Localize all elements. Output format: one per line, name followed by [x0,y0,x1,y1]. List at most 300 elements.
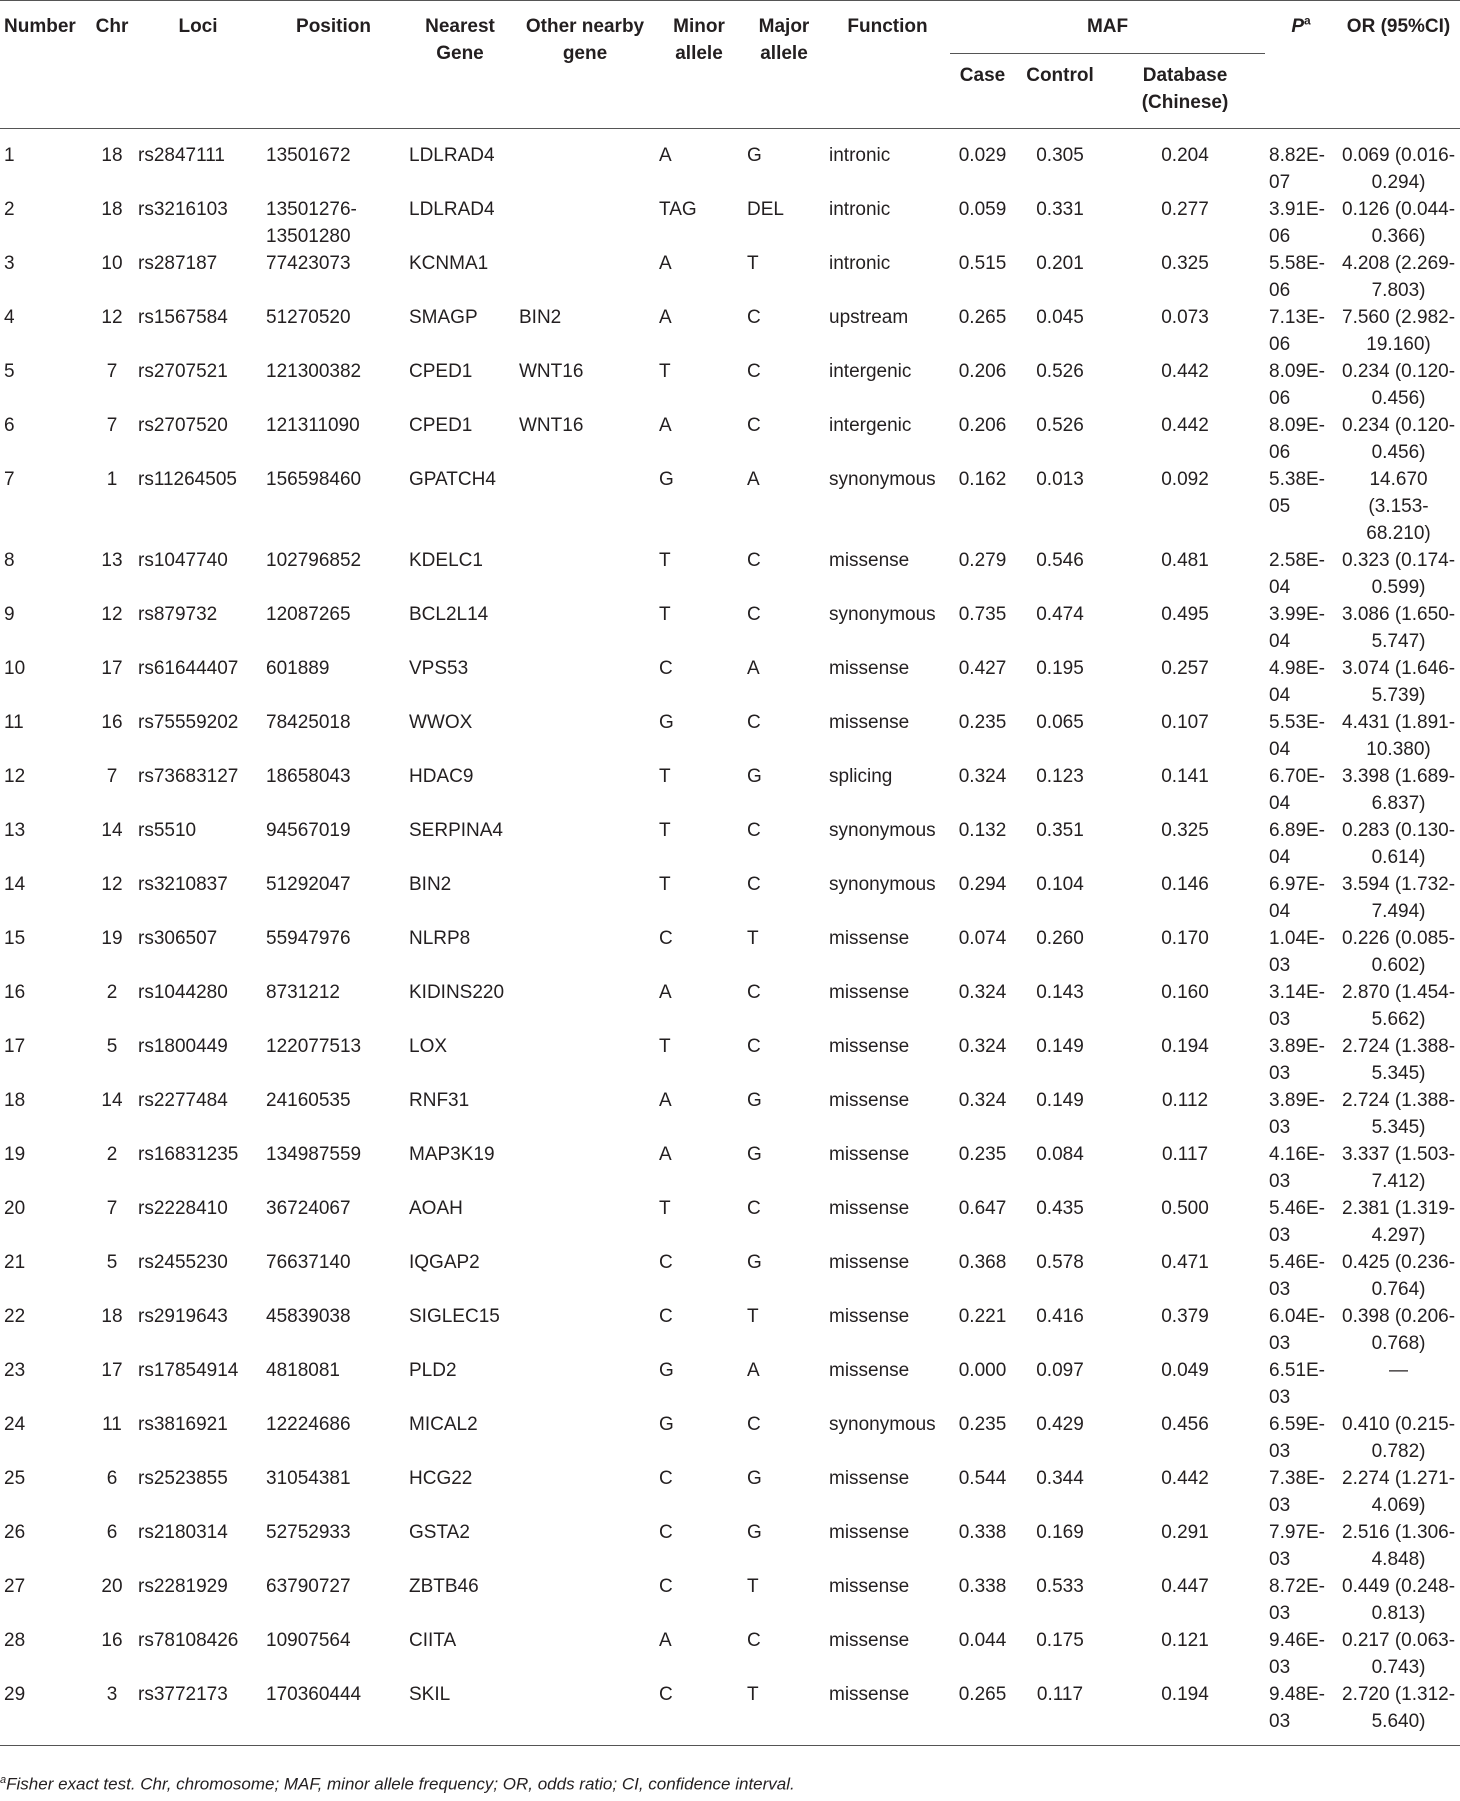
row-case: 0.515 [958,253,1007,274]
row-major-allele: G [747,145,762,166]
row-case: 0.324 [958,766,1007,787]
row-p: 5.46E-03 [1269,1198,1326,1246]
row-case: 0.029 [958,145,1007,166]
row-control: 0.435 [1036,1198,1084,1219]
row-nearest-gene: NLRP8 [409,928,471,949]
row-case: 0.265 [958,307,1007,328]
row-nearest-gene: KCNMA1 [409,253,489,274]
row-loci: rs2523855 [138,1468,228,1489]
row-function: missense [829,1198,910,1219]
row-other-gene [515,129,655,197]
row-control: 0.104 [1036,874,1084,895]
row-position: 55947976 [266,928,351,949]
row-position: 13501276-13501280 [266,199,357,247]
row-position: 24160535 [266,1090,351,1111]
row-function: missense [829,1144,910,1165]
row-position: 8731212 [266,982,340,1003]
row-minor-allele: C [659,1684,673,1705]
row-database: 0.170 [1161,928,1209,949]
row-p: 9.46E-03 [1269,1630,1326,1678]
row-nearest-gene: IQGAP2 [409,1252,480,1273]
row-or: 2.381 (1.319-4.297) [1342,1198,1456,1246]
row-control: 0.149 [1036,1036,1084,1057]
row-or: 7.560 (2.982-19.160) [1342,307,1456,355]
row-nearest-gene: BCL2L14 [409,604,489,625]
row-case: 0.294 [958,874,1007,895]
row-loci: rs1567584 [138,307,228,328]
row-nearest-gene: RNF31 [409,1090,470,1111]
row-database: 0.204 [1161,145,1209,166]
table-row [0,1411,1460,1465]
row-other-gene: WNT16 [519,415,584,436]
row-other-gene [515,817,655,871]
row-position: 156598460 [266,469,362,490]
row-position: 94567019 [266,820,351,841]
row-control: 0.175 [1036,1630,1084,1651]
row-position: 31054381 [266,1468,351,1489]
row-p: 3.14E-03 [1269,982,1326,1030]
row-function: missense [829,1468,910,1489]
header-position: Position [296,16,371,37]
row-position: 51270520 [266,307,351,328]
row-chr: 12 [101,307,123,328]
row-function: missense [829,1684,910,1705]
row-chr: 16 [101,1630,123,1651]
row-control: 0.149 [1036,1090,1084,1111]
header-case: Case [959,65,1006,86]
row-p: 6.89E-04 [1269,820,1326,868]
header-function: Function [847,16,928,37]
row-p: 6.51E-03 [1269,1360,1326,1408]
header-other-gene: Other nearby gene [525,16,645,64]
row-control: 0.474 [1036,604,1084,625]
row-other-gene [515,1141,655,1195]
row-p: 8.09E-06 [1269,415,1326,463]
row-minor-allele: TAG [659,199,697,220]
row-control: 0.344 [1036,1468,1084,1489]
row-other-gene [515,1087,655,1141]
row-number: 11 [4,712,24,733]
header-p [1265,1,1337,129]
row-loci: rs287187 [138,253,218,274]
row-other-gene [515,979,655,1033]
row-other-gene [515,1681,655,1746]
row-loci: rs1044280 [138,982,228,1003]
row-minor-allele: G [659,1360,674,1381]
row-major-allele: G [747,1468,762,1489]
row-function: missense [829,1360,910,1381]
row-or: 2.724 (1.388-5.345) [1342,1090,1456,1138]
row-control: 0.260 [1036,928,1084,949]
row-function: splicing [829,766,893,787]
row-minor-allele: C [659,1306,673,1327]
row-p: 2.58E-04 [1269,550,1326,598]
row-database: 0.291 [1161,1522,1209,1543]
row-loci: rs61644407 [138,658,239,679]
row-p: 5.58E-06 [1269,253,1326,301]
row-number: 1 [4,145,15,166]
row-position: 13501672 [266,145,351,166]
row-case: 0.324 [958,1036,1007,1057]
row-loci: rs3216103 [138,199,228,220]
row-control: 0.201 [1036,253,1084,274]
row-number: 7 [4,469,15,490]
row-nearest-gene: SIGLEC15 [409,1306,500,1327]
row-function: missense [829,1576,910,1597]
row-p: 6.04E-03 [1269,1306,1326,1354]
row-minor-allele: G [659,469,674,490]
row-minor-allele: T [659,361,671,382]
row-function: missense [829,928,910,949]
row-case: 0.265 [958,1684,1007,1705]
table-row [0,709,1460,763]
row-case: 0.324 [958,1090,1007,1111]
row-p: 3.89E-03 [1269,1036,1326,1084]
row-p: 8.72E-03 [1269,1576,1326,1624]
row-number: 21 [4,1252,26,1273]
row-or: 14.670 (3.153-68.210) [1366,469,1431,544]
row-number: 27 [4,1576,26,1597]
row-nearest-gene: KIDINS220 [409,982,505,1003]
row-loci: rs11264505 [138,469,237,490]
row-other-gene [515,1411,655,1465]
row-loci: rs16831235 [138,1144,239,1165]
row-database: 0.447 [1161,1576,1209,1597]
row-position: 102796852 [266,550,362,571]
row-case: 0.338 [958,1576,1007,1597]
table-row [0,1087,1460,1141]
row-minor-allele: A [659,145,672,166]
row-database: 0.442 [1161,361,1209,382]
row-chr: 17 [101,658,123,679]
row-control: 0.416 [1036,1306,1084,1327]
row-other-gene [515,1573,655,1627]
row-chr: 7 [106,1198,118,1219]
row-loci: rs306507 [138,928,218,949]
row-database: 0.049 [1161,1360,1209,1381]
row-function: intronic [829,253,891,274]
row-loci: rs3772173 [138,1684,228,1705]
row-number: 22 [4,1306,26,1327]
row-case: 0.338 [958,1522,1007,1543]
row-function: synonymous [829,820,936,841]
footnote [0,1774,795,1795]
row-or: 2.870 (1.454-5.662) [1342,982,1456,1030]
row-loci: rs2281929 [138,1576,228,1597]
row-database: 0.141 [1161,766,1209,787]
row-function: intronic [829,199,891,220]
row-nearest-gene: KDELC1 [409,550,483,571]
row-control: 0.065 [1036,712,1084,733]
row-minor-allele: C [659,1576,673,1597]
row-database: 0.117 [1161,1144,1209,1165]
row-other-gene [515,250,655,304]
row-chr: 13 [101,550,123,571]
row-p: 3.89E-03 [1269,1090,1326,1138]
row-major-allele: T [747,1306,759,1327]
row-or: — [1389,1360,1409,1381]
row-major-allele: T [747,1576,759,1597]
row-database: 0.481 [1161,550,1209,571]
row-database: 0.379 [1161,1306,1209,1327]
row-major-allele: C [747,1036,761,1057]
row-or: 0.126 (0.044-0.366) [1342,199,1456,247]
row-case: 0.132 [958,820,1007,841]
row-case: 0.221 [958,1306,1007,1327]
row-number: 9 [4,604,15,625]
row-nearest-gene: SERPINA4 [409,820,503,841]
row-control: 0.143 [1036,982,1084,1003]
table-row [0,547,1460,601]
row-loci: rs2277484 [138,1090,228,1111]
row-number: 10 [4,658,26,679]
row-major-allele: G [747,1522,762,1543]
row-loci: rs2847111 [138,145,225,166]
row-nearest-gene: CPED1 [409,415,473,436]
row-control: 0.533 [1036,1576,1084,1597]
row-database: 0.194 [1161,1036,1209,1057]
row-other-gene [515,1249,655,1303]
row-or: 0.425 (0.236-0.764) [1342,1252,1456,1300]
row-other-gene [515,196,655,250]
row-position: 12224686 [266,1414,351,1435]
row-major-allele: C [747,361,761,382]
row-loci: rs2180314 [138,1522,228,1543]
table-row [0,1195,1460,1249]
row-database: 0.092 [1161,469,1209,490]
row-case: 0.544 [958,1468,1007,1489]
row-major-allele: A [747,658,760,679]
row-database: 0.495 [1161,604,1209,625]
footnote-text: Fisher exact test. Chr, chromosome; MAF, minor allele frequency; OR, odds ratio; CI, confidence interval. [6,1774,795,1794]
row-loci: rs1800449 [138,1036,228,1057]
row-minor-allele: C [659,1252,673,1273]
header-or: OR (95%CI) [1346,16,1451,37]
row-or: 2.720 (1.312-5.640) [1342,1684,1456,1732]
row-loci: rs3816921 [138,1414,228,1435]
row-or: 0.398 (0.206-0.768) [1342,1306,1456,1354]
row-p: 4.16E-03 [1269,1144,1326,1192]
row-major-allele: C [747,307,761,328]
header-control: Control [1026,65,1094,86]
row-control: 0.305 [1036,145,1084,166]
row-database: 0.146 [1161,874,1209,895]
row-position: 51292047 [266,874,351,895]
row-major-allele: A [747,469,760,490]
row-other-gene [515,871,655,925]
row-or: 3.086 (1.650-5.747) [1342,604,1456,652]
row-p: 1.04E-03 [1269,928,1326,976]
row-minor-allele: A [659,1090,672,1111]
row-minor-allele: T [659,550,671,571]
row-function: missense [829,658,910,679]
row-p: 8.82E-07 [1269,145,1326,193]
row-number: 6 [4,415,15,436]
row-or: 0.217 (0.063-0.743) [1342,1630,1456,1678]
row-case: 0.000 [958,1360,1007,1381]
row-control: 0.546 [1036,550,1084,571]
row-number: 25 [4,1468,26,1489]
row-or: 0.069 (0.016-0.294) [1342,145,1456,193]
row-number: 4 [4,307,15,328]
row-case: 0.235 [958,712,1007,733]
row-major-allele: C [747,1414,761,1435]
row-chr: 5 [106,1036,118,1057]
row-number: 17 [4,1036,26,1057]
row-or: 2.274 (1.271-4.069) [1342,1468,1456,1516]
table-row [0,196,1460,250]
row-chr: 18 [101,145,123,166]
row-or: 0.410 (0.215-0.782) [1342,1414,1456,1462]
row-number: 3 [4,253,15,274]
row-nearest-gene: WWOX [409,712,473,733]
row-p: 7.13E-06 [1269,307,1326,355]
row-position: 4818081 [266,1360,340,1381]
row-database: 0.500 [1161,1198,1209,1219]
row-other-gene [515,925,655,979]
row-position: 121311090 [266,415,360,436]
row-other-gene [515,466,655,547]
row-database: 0.121 [1161,1630,1209,1651]
row-loci: rs2228410 [138,1198,228,1219]
row-or: 3.594 (1.732-7.494) [1342,874,1456,922]
row-major-allele: T [747,928,759,949]
row-database: 0.107 [1161,712,1209,733]
row-chr: 2 [106,982,118,1003]
row-position: 601889 [266,658,330,679]
header-p-sup: a [1304,13,1311,28]
row-or: 0.226 (0.085-0.602) [1342,928,1456,976]
row-loci: rs879732 [138,604,218,625]
row-nearest-gene: HDAC9 [409,766,474,787]
row-nearest-gene: MICAL2 [409,1414,478,1435]
row-major-allele: DEL [747,199,784,220]
row-function: intronic [829,145,891,166]
row-chr: 2 [106,1144,118,1165]
row-number: 5 [4,361,15,382]
row-control: 0.013 [1036,469,1084,490]
row-number: 8 [4,550,15,571]
table-row [0,1627,1460,1681]
footnote-sup: a [0,1774,7,1786]
row-major-allele: G [747,1090,762,1111]
header-loci: Loci [178,16,218,37]
row-nearest-gene: LOX [409,1036,448,1057]
row-chr: 6 [106,1468,118,1489]
row-minor-allele: C [659,1468,673,1489]
row-or: 3.337 (1.503-7.412) [1342,1144,1456,1192]
row-major-allele: T [747,253,759,274]
row-other-gene [515,709,655,763]
table-row [0,817,1460,871]
row-loci: rs1047740 [138,550,228,571]
row-minor-allele: G [659,1414,674,1435]
row-case: 0.206 [958,361,1007,382]
row-nearest-gene: LDLRAD4 [409,145,495,166]
row-loci: rs3210837 [138,874,228,895]
row-function: missense [829,1090,910,1111]
table-row [0,304,1460,358]
row-function: missense [829,982,910,1003]
row-number: 15 [4,928,26,949]
row-loci: rs17854914 [138,1360,239,1381]
row-case: 0.324 [958,982,1007,1003]
row-position: 12087265 [266,604,351,625]
row-chr: 3 [106,1684,118,1705]
row-function: missense [829,1630,910,1651]
row-function: missense [829,712,910,733]
row-or: 3.398 (1.689-6.837) [1342,766,1456,814]
row-minor-allele: G [659,712,674,733]
row-nearest-gene: MAP3K19 [409,1144,495,1165]
header-maf: MAF [950,1,1265,54]
row-or: 0.283 (0.130-0.614) [1342,820,1456,868]
row-case: 0.235 [958,1144,1007,1165]
row-chr: 6 [106,1522,118,1543]
row-minor-allele: T [659,604,671,625]
row-control: 0.578 [1036,1252,1084,1273]
row-database: 0.112 [1161,1090,1209,1111]
header-number: Number [4,16,76,37]
row-function: synonymous [829,604,936,625]
row-or: 0.449 (0.248-0.813) [1342,1576,1456,1624]
table-row [0,358,1460,412]
row-nearest-gene: CIITA [409,1630,457,1651]
row-nearest-gene: SKIL [409,1684,451,1705]
row-case: 0.427 [958,658,1007,679]
row-minor-allele: A [659,307,672,328]
row-minor-allele: A [659,982,672,1003]
row-other-gene [515,547,655,601]
row-other-gene [515,1033,655,1087]
row-case: 0.279 [958,550,1007,571]
table-row [0,763,1460,817]
row-major-allele: C [747,820,761,841]
row-function: synonymous [829,469,936,490]
row-control: 0.097 [1036,1360,1084,1381]
row-nearest-gene: VPS53 [409,658,469,679]
row-p: 7.97E-03 [1269,1522,1326,1570]
row-minor-allele: C [659,928,673,949]
row-position: 45839038 [266,1306,351,1327]
row-p: 4.98E-04 [1269,658,1326,706]
row-other-gene: BIN2 [519,307,562,328]
row-case: 0.235 [958,1414,1007,1435]
row-or: 2.516 (1.306-4.848) [1342,1522,1456,1570]
row-major-allele: G [747,1252,762,1273]
row-nearest-gene: GSTA2 [409,1522,470,1543]
row-major-allele: C [747,712,761,733]
row-database: 0.194 [1161,1684,1209,1705]
row-number: 2 [4,199,15,220]
row-number: 23 [4,1360,26,1381]
header-row [0,1,1460,54]
row-number: 12 [4,766,26,787]
row-p: 6.59E-03 [1269,1414,1326,1462]
row-other-gene [515,1357,655,1411]
row-chr: 1 [106,469,118,490]
table-row [0,979,1460,1033]
row-control: 0.117 [1036,1684,1084,1705]
row-nearest-gene: BIN2 [409,874,452,895]
row-minor-allele: A [659,253,672,274]
row-p: 5.46E-03 [1269,1252,1326,1300]
row-other-gene [515,1303,655,1357]
header-p-label: P [1291,16,1305,37]
row-other-gene [515,1519,655,1573]
row-control: 0.195 [1036,658,1084,679]
row-case: 0.162 [958,469,1007,490]
